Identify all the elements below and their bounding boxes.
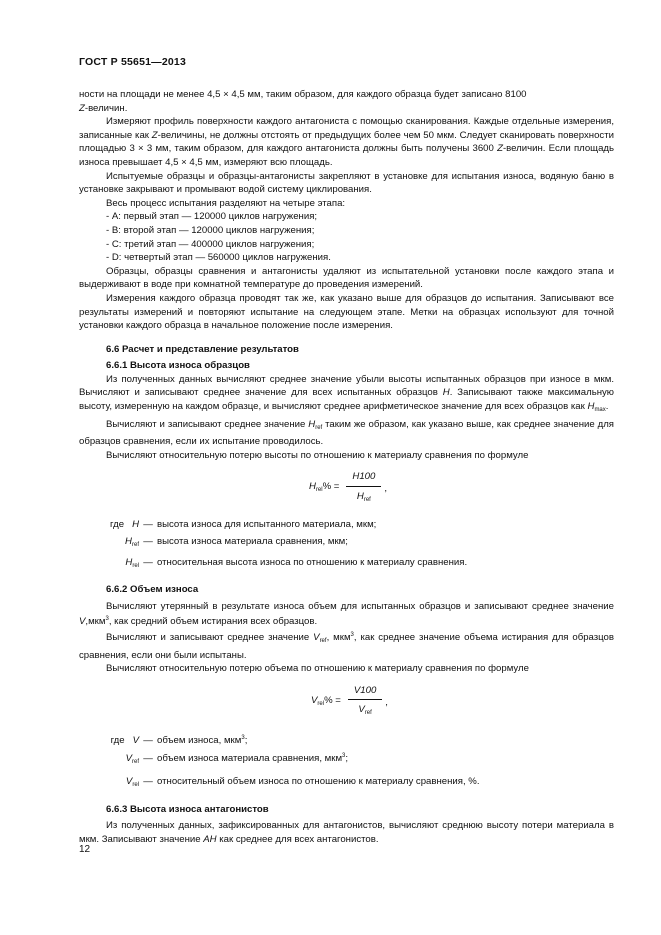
definitions-height [79, 518, 614, 573]
definition-row: $V_{ref}$ — объем износа материала сравнения, мкм$^3$; [125, 753, 349, 766]
definition-row: $Н_{rel}$ — относительная высота износа по отношению к материалу сравнения. [125, 556, 468, 569]
definition-row: $Н_{ref}$ — высота износа материала сравнения, мкм; [125, 536, 348, 549]
subsection-heading: 6.6.2 Объем износа [106, 584, 199, 596]
paragraph: Вычисляют и записывают среднее значение $Н_{ref}$ таким же образом, как указано выше, как среднее значение для образцов сравнения, если их испытание проводилось. [79, 418, 615, 448]
subsection-heading: 6.6.1 Высота износа образцов [106, 360, 250, 372]
definition-row: $V_{rel}$ — относительный объем износа по отношению к материалу сравнения, %. [125, 775, 480, 788]
formula-volume: $V_{rel}\%$ = $\frac{V100}{V_{ref}}$ , [311, 684, 388, 717]
list-item: - D: четвертый этап — 560000 циклов нагружения. [106, 252, 331, 264]
definition-row: где V — объем износа, мкм$^3$; [110, 734, 248, 746]
stage-list [79, 210, 614, 264]
list-item: - В: второй этап — 120000 циклов нагружения; [106, 224, 315, 236]
paragraph: Вычисляют утерянный в результате износа объем для испытанных образцов и записывают среднее значение V,мкм$^3$, как средний объем истирания всех образцов. [79, 600, 614, 628]
formula-height: $Н_{rel}\%$ = $\frac{Н100}{Н_{ref}}$ , [309, 471, 388, 504]
subsection-heading: 6.6.3 Высота износа антагонистов [106, 803, 269, 815]
paragraph: Испытуемые образцы и образцы-антагонисты закрепляют в установке для испытания износа, водяную баню в установке закрывают и промывают водой систему циклирования. [79, 170, 614, 196]
paragraph: Из полученных данных вычисляют среднее значение убыли высоты испытанных образцов при износе в мкм. Вычисляют и записывают среднее значение для всех испытанных образцов Н. Записывают также максимальную высоту, измеренную на каждом образце, и вычисляют среднее арифметическое значение для всех образцов как $Н_{max}$. [79, 373, 614, 414]
list-item: - А: первый этап — 120000 циклов нагружения; [106, 211, 318, 223]
paragraph: Весь процесс испытания разделяют на четыре этапа: [106, 197, 346, 209]
document-body [79, 88, 614, 846]
paragraph: Вычисляют относительную потерю высоты по отношению к материалу сравнения по формуле [106, 449, 529, 461]
definition-row: где Н — высота износа для испытанного материала, мкм; [110, 519, 377, 531]
section-heading: 6.6 Расчет и представление результатов [106, 343, 299, 355]
definitions-volume [79, 732, 614, 793]
paragraph: Вычисляют относительную потерю объема по отношению к материалу сравнения по формуле [106, 663, 529, 675]
document-header: ГОСТ Р 55651—2013 [79, 56, 187, 68]
paragraph: ности на площади не менее 4,5 × 4,5 мм, таким образом, для каждого образца будет записано 8100 Z-величин. [79, 89, 527, 114]
list-item: - С: третий этап — 400000 циклов нагружения; [106, 238, 315, 250]
paragraph: Измеряют профиль поверхности каждого антагониста с помощью сканирования. Каждые отдельные измерения, записанные как Z-величины, не должны отстоять от предыдущих более чем 50 мкм. Следует сканировать поверхности площадью 3 × 3 мм, таким образом, для каждого антагониста должны быть получены 3600 Z-величин. Если площадь износа превышает 4,5 × 4,5 мм, измеряют всю площадь. [79, 116, 615, 168]
page-number: 12 [79, 844, 91, 855]
paragraph: Образцы, образцы сравнения и антагонисты удаляют из испытательной установки после каждого этапа и выдерживают в воде при комнатной температуре до проведения измерений. [79, 265, 614, 291]
paragraph: Измерения каждого образца проводят так же, как указано выше для образцов до испытания. Записывают все результаты измерений и повторяют испытание на следующем этапе. Метки на образцах используют для точной установки каждого образца в начальное положение после измерения. [79, 292, 614, 332]
paragraph: Из полученных данных, зафиксированных для антагонистов, вычисляют среднюю высоту потери материала в мкм. Записывают значение АН как среднее для всех антагонистов. [79, 820, 614, 845]
paragraph: Вычисляют и записывают среднее значение $V_{ref}$, мкм$^3$, как среднее значение объема истирания для образцов сравнения, если они были испытаны. [79, 632, 614, 661]
